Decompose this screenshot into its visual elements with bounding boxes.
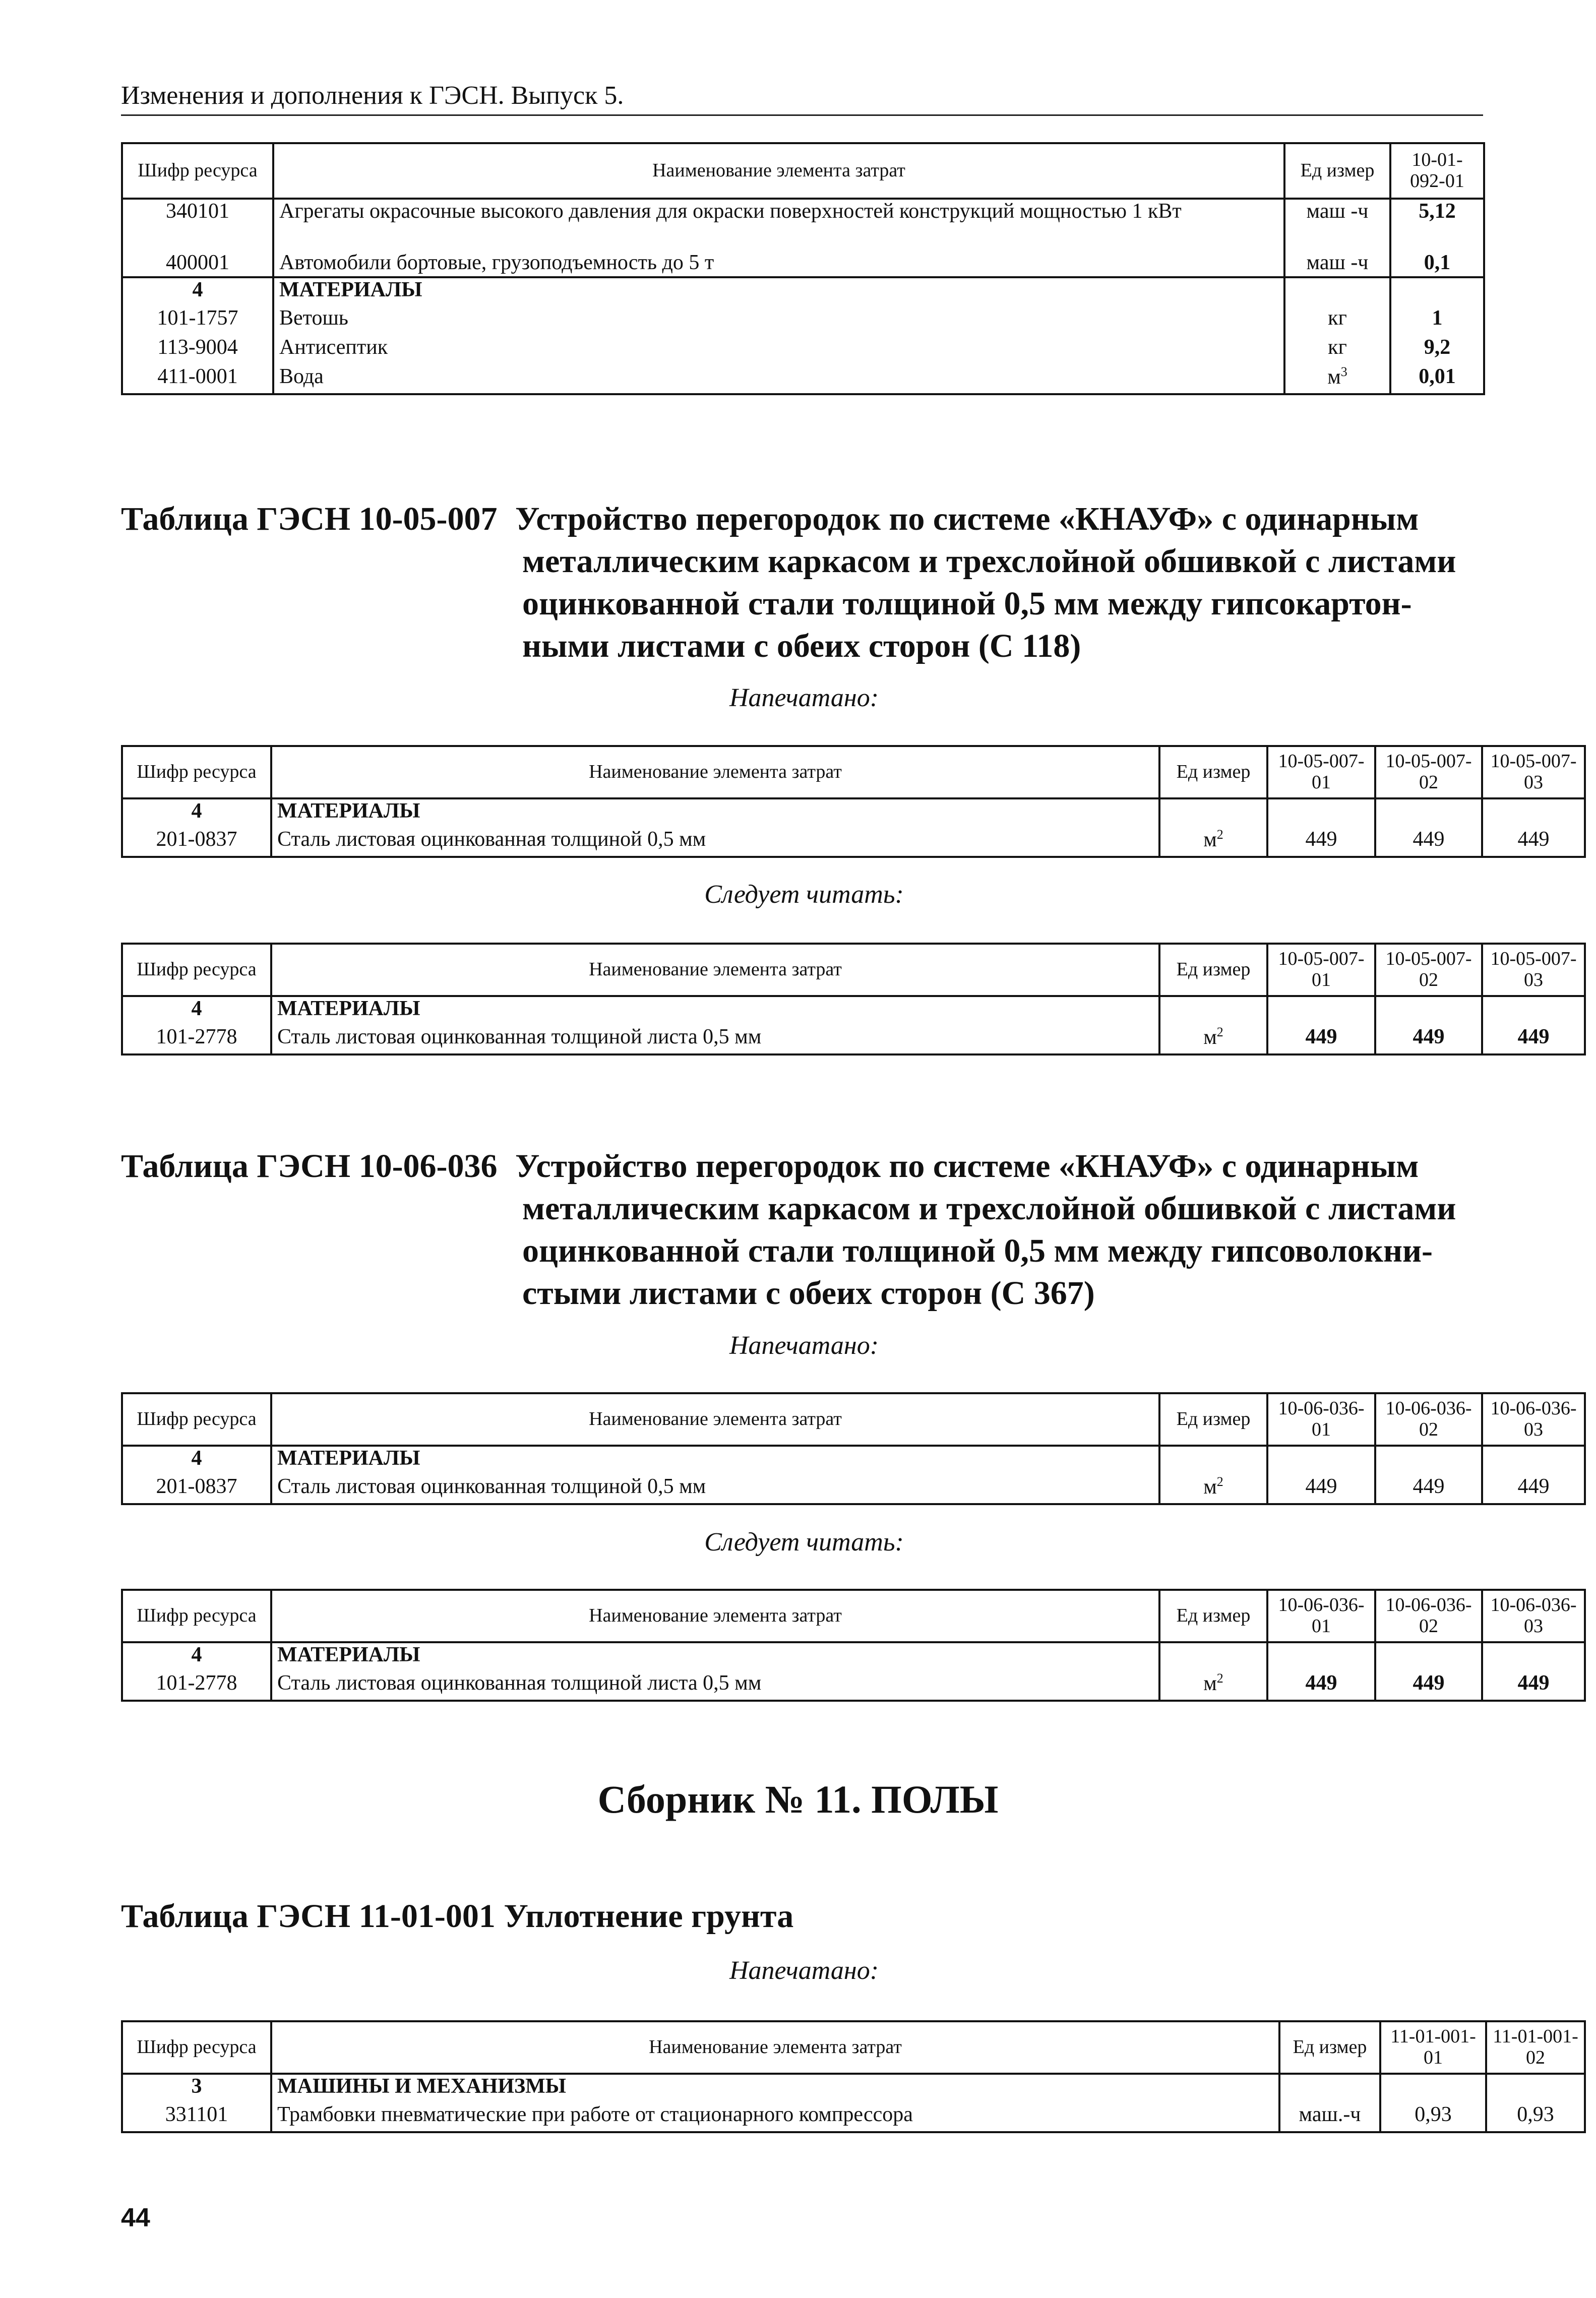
table-row: 411-0001 Вода $м^3$ 0,01	[122, 365, 1484, 394]
table-row: 340101 Агрегаты окрасочные высокого давления для окраски поверхностей конструкций мощностью 1 кВт маш -ч 5,12	[122, 199, 1484, 251]
printed-label: Напечатано:	[729, 1956, 879, 1985]
table-row: 4 МАТЕРИАЛЫ	[122, 277, 1484, 306]
page-number: 44	[121, 2203, 150, 2232]
resource-table-11-01-001-printed: Шифр ресурса Наименование элемента затрат Ед измер 11-01-001-01 11-01-001-02 3 МАШИНЫ И МЕХАНИЗМЫ 331101 Трамбовки пневматические при работе от стационарного компрессора маш.-ч 0,93 0,93	[121, 2020, 1586, 2133]
caption-label: Таблица ГЭСН 10-06-036	[121, 1148, 498, 1185]
table-caption-10-06-036: Таблица ГЭСН 10-06-036 Устройство перегородок по системе «КНАУФ» с одинарным металлическим каркасом и трехслойной обшивкой с листами оцинкованной стали толщиной 0,5 мм между гипсоволокни- стыми листами с обеих сторон (С 367)	[121, 1145, 1492, 1317]
header-code: Шифр ресурса	[122, 143, 273, 199]
table-row: 101-1757 Ветошь кг 1	[122, 306, 1484, 336]
resource-table-10-01-092	[121, 142, 1485, 395]
header-name: Наименование элемента затрат	[273, 143, 1284, 199]
table-row: 4 МАТЕРИАЛЫ	[122, 1446, 1585, 1475]
table-row: 101-2778 Сталь листовая оцинкованная толщиной листа 0,5 мм $м^2$ 449 449 449	[122, 1671, 1585, 1701]
resource-table-10-06-036-corrected: Шифр ресурса Наименование элемента затрат Ед измер 10-06-036-01 10-06-036-02 10-06-036-03 4 МАТЕРИАЛЫ 101-2778 Сталь листовая оцинкованная толщиной листа 0,5 мм $м^2$ 449 449 449	[121, 1589, 1586, 1702]
caption-label: Таблица ГЭСН 10-05-007	[121, 501, 498, 537]
table-row: 4 МАТЕРИАЛЫ	[122, 798, 1585, 828]
table-row: 3 МАШИНЫ И МЕХАНИЗМЫ	[122, 2074, 1585, 2103]
header-unit: Ед измер	[1284, 143, 1390, 199]
collection-title: Сборник № 11. ПОЛЫ	[597, 1777, 999, 1821]
header-column: 10-01-092-01	[1390, 143, 1484, 199]
table-caption-10-05-007: Таблица ГЭСН 10-05-007 Устройство перегородок по системе «КНАУФ» с одинарным металлическим каркасом и трехслойной обшивкой с листами оцинкованной стали толщиной 0,5 мм между гипсокартон- ными листами с обеих сторон (С 118)	[121, 498, 1492, 669]
resource-table-10-05-007-printed: Шифр ресурса Наименование элемента затрат Ед измер 10-05-007-01 10-05-007-02 10-05-007-03 4 МАТЕРИАЛЫ 201-0837 Сталь листовая оцинкованная толщиной 0,5 мм $м^2$ 449 449 449	[121, 745, 1586, 858]
correct-label: Следует читать:	[704, 880, 904, 909]
table-row: 113-9004 Антисептик кг 9,2	[122, 336, 1484, 365]
running-header: Изменения и дополнения к ГЭСН. Выпуск 5.	[121, 81, 1483, 116]
resource-table-10-06-036-printed: Шифр ресурса Наименование элемента затрат Ед измер 10-06-036-01 10-06-036-02 10-06-036-03 4 МАТЕРИАЛЫ 201-0837 Сталь листовая оцинкованная толщиной 0,5 мм $м^2$ 449 449 449	[121, 1392, 1586, 1505]
table-row: 201-0837 Сталь листовая оцинкованная толщиной 0,5 мм $м^2$ 449 449 449	[122, 1475, 1585, 1504]
printed-label: Напечатано:	[729, 684, 879, 712]
correct-label: Следует читать:	[704, 1528, 904, 1557]
table-row: 4 МАТЕРИАЛЫ	[122, 996, 1585, 1025]
table-row: 400001 Автомобили бортовые, грузоподъемность до 5 т маш -ч 0,1	[122, 251, 1484, 277]
table-row: 101-2778 Сталь листовая оцинкованная толщиной листа 0,5 мм $м^2$ 449 449 449	[122, 1025, 1585, 1054]
table-row: 4 МАТЕРИАЛЫ	[122, 1642, 1585, 1671]
table-caption-11-01-001: Таблица ГЭСН 11-01-001 Уплотнение грунта	[121, 1898, 794, 1935]
printed-label: Напечатано:	[729, 1331, 879, 1360]
table-row: 331101 Трамбовки пневматические при работе от стационарного компрессора маш.-ч 0,93 0,93	[122, 2103, 1585, 2132]
resource-table-10-05-007-corrected: Шифр ресурса Наименование элемента затрат Ед измер 10-05-007-01 10-05-007-02 10-05-007-03 4 МАТЕРИАЛЫ 101-2778 Сталь листовая оцинкованная толщиной листа 0,5 мм $м^2$ 449 449 449	[121, 943, 1586, 1055]
table-row: 201-0837 Сталь листовая оцинкованная толщиной 0,5 мм $м^2$ 449 449 449	[122, 828, 1585, 857]
